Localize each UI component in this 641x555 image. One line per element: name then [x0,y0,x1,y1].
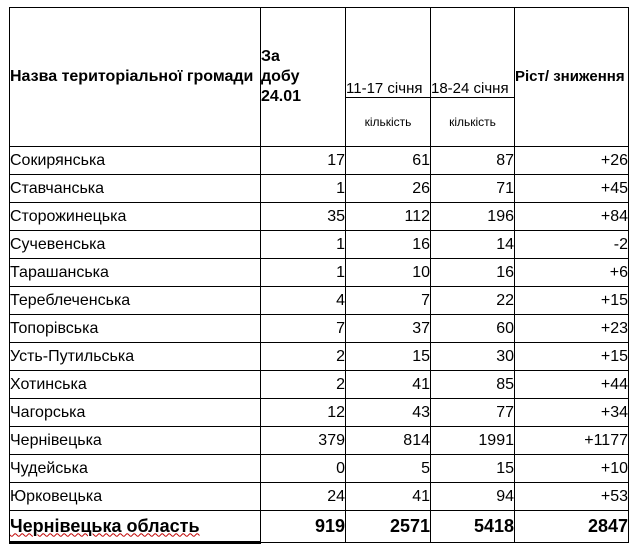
week2-count: 1991 [431,427,515,455]
week1-count: 41 [346,483,431,511]
week1-count: 26 [346,175,431,203]
community-name: Тереблеченська [10,287,261,315]
header-week2-count: кількість [431,98,515,147]
growth-value: +26 [515,147,629,175]
day-count: 0 [261,455,346,483]
table-row [10,147,629,175]
header-name: Назва територіальної громади [10,8,261,147]
week2-count: 22 [431,287,515,315]
community-name: Юрковецька [10,483,261,511]
growth-value: +45 [515,175,629,203]
day-count: 1 [261,231,346,259]
table-header-row [10,8,629,98]
week2-count: 85 [431,371,515,399]
week1-count: 43 [346,399,431,427]
growth-value: +84 [515,203,629,231]
day-count: 4 [261,287,346,315]
header-week1-count: кількість [346,98,431,147]
week1-count: 112 [346,203,431,231]
table-row [10,399,629,427]
week1-count: 814 [346,427,431,455]
table-row [10,315,629,343]
header-week1: 11-17 січня [346,8,431,98]
table-row [10,371,629,399]
community-name: Ставчанська [10,175,261,203]
table-row [10,455,629,483]
week1-count: 37 [346,315,431,343]
community-name: Тарашанська [10,259,261,287]
growth-value: +6 [515,259,629,287]
header-day [261,8,346,147]
week2-count: 71 [431,175,515,203]
week2-count: 77 [431,399,515,427]
week2-count: 14 [431,231,515,259]
total-name-text: Чернівецька область [10,515,200,536]
table-row [10,203,629,231]
growth-value: +10 [515,455,629,483]
total-day: 919 [261,511,346,543]
day-count: 2 [261,371,346,399]
community-name: Сучевенська [10,231,261,259]
growth-value: -2 [515,231,629,259]
growth-value: +53 [515,483,629,511]
week2-count: 94 [431,483,515,511]
header-growth: Ріст/ зниження [515,8,629,147]
growth-value: +1177 [515,427,629,455]
table-row [10,427,629,455]
community-name: Сокирянська [10,147,261,175]
total-week2: 5418 [431,511,515,543]
total-week1: 2571 [346,511,431,543]
communities-table [9,7,629,544]
day-count: 379 [261,427,346,455]
week2-count: 87 [431,147,515,175]
week2-count: 196 [431,203,515,231]
week1-count: 10 [346,259,431,287]
growth-value: +15 [515,287,629,315]
week1-count: 41 [346,371,431,399]
table-row [10,175,629,203]
table-row [10,483,629,511]
community-name: Чудейська [10,455,261,483]
community-name: Хотинська [10,371,261,399]
day-count: 35 [261,203,346,231]
community-name: Чернівецька [10,427,261,455]
week1-count: 7 [346,287,431,315]
community-name: Топорівська [10,315,261,343]
day-count: 7 [261,315,346,343]
table-row [10,287,629,315]
header-week2: 18-24 січня [431,8,515,98]
week2-count: 16 [431,259,515,287]
week1-count: 16 [346,231,431,259]
week1-count: 5 [346,455,431,483]
header-day-line1: За [261,48,280,65]
week2-count: 60 [431,315,515,343]
total-growth: 2847 [515,511,629,543]
week2-count: 30 [431,343,515,371]
growth-value: +44 [515,371,629,399]
header-day-line3: 24.01 [261,88,302,105]
day-count: 1 [261,175,346,203]
community-name: Усть-Путильська [10,343,261,371]
week1-count: 15 [346,343,431,371]
day-count: 12 [261,399,346,427]
growth-value: +23 [515,315,629,343]
table-row [10,343,629,371]
table-row [10,231,629,259]
total-row [10,511,629,543]
total-name [10,511,261,543]
community-name: Чагорська [10,399,261,427]
day-count: 17 [261,147,346,175]
table-row [10,259,629,287]
header-day-line2: добу [261,68,300,85]
growth-value: +15 [515,343,629,371]
growth-value: +34 [515,399,629,427]
day-count: 1 [261,259,346,287]
day-count: 2 [261,343,346,371]
week1-count: 61 [346,147,431,175]
community-name: Сторожинецька [10,203,261,231]
week2-count: 15 [431,455,515,483]
day-count: 24 [261,483,346,511]
